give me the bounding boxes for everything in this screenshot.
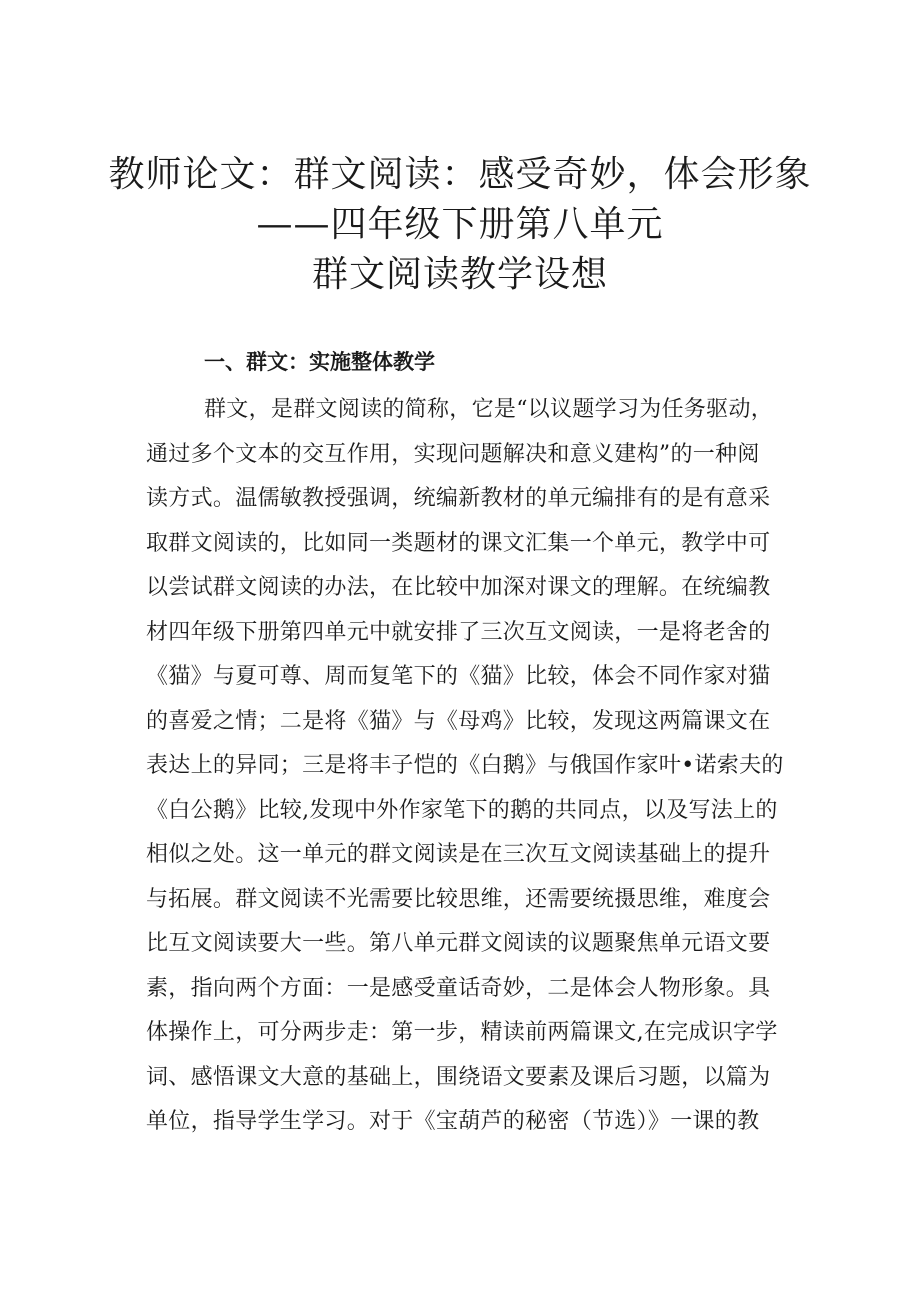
body-line: 词、感悟课文大意的基础上，围绕语文要素及课后习题，以篇为 — [146, 1064, 771, 1090]
body-line: 群文，是群文阅读的简称，它是“以议题学习为任务驱动， — [204, 397, 774, 422]
document-title — [0, 150, 920, 300]
body-line: 取群文阅读的，比如同一类题材的课文汇集一个单元，教学中可 — [146, 530, 771, 556]
body-line: 单位，指导学生学习。对于《宝葫芦的秘密（节选）》一课的教 — [146, 1109, 760, 1134]
body-line: 素，指向两个方面：一是感受童话奇妙，二是体会人物形象。具 — [146, 975, 771, 1001]
body-line: 以尝试群文阅读的办法，在比较中加深对课文的理解。在统编教 — [146, 575, 771, 600]
body-line: 读方式。温儒敏教授强调，统编新教材的单元编排有的是有意采 — [146, 486, 771, 511]
body-line: 体操作上，可分两步走：第一步，精读前两篇课文,在完成识字学 — [146, 1020, 778, 1045]
body-line: 比互文阅读要大一些。第八单元群文阅读的议题聚焦单元语文要 — [146, 931, 771, 956]
section-heading: 一、群文：实施整体教学 — [204, 350, 435, 374]
body-line: 表达上的异同；三是将丰子恺的《白鹅》与俄国作家叶•诺索夫的 — [146, 753, 784, 778]
title-line-2: ——四年级下册第八单元 — [256, 204, 664, 245]
body-line: 通过多个文本的交互作用，实现问题解决和意义建构”的一种阅 — [146, 441, 760, 467]
body-line: 材四年级下册第四单元中就安排了三次互文阅读，一是将老舍的 — [146, 619, 771, 645]
body-line: 与拓展。群文阅读不光需要比较思维，还需要统摄思维，难度会 — [146, 886, 771, 912]
title-line-3: 群文阅读教学设想 — [311, 254, 608, 295]
body-line: 相似之处。这一单元的群文阅读是在三次互文阅读基础上的提升 — [146, 842, 771, 867]
body-line: 《猫》与夏可尊、周而复笔下的《猫》比较，体会不同作家对猫 — [146, 664, 771, 689]
body-line: 的喜爱之情；二是将《猫》与《母鸡》比较，发现这两篇课文在 — [146, 708, 771, 734]
title-line-1: 教师论文：群文阅读：感受奇妙，体会形象 — [108, 154, 812, 195]
body-paragraph — [146, 388, 806, 1145]
body-line: 《白公鹅》比较,发现中外作家笔下的鹅的共同点，以及写法上的 — [146, 797, 778, 823]
